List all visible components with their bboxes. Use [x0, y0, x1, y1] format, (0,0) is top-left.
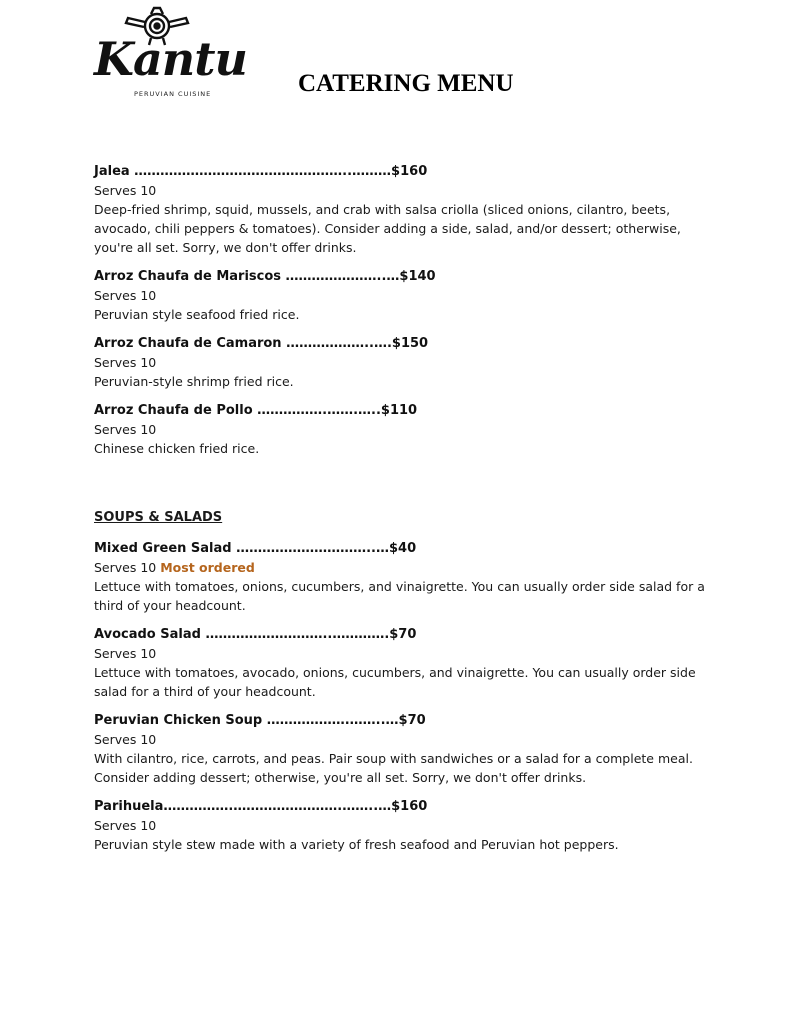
item-name: Arroz Chaufa de Camaron ………………..….$150 — [94, 336, 429, 351]
page-title: CATERING MENU — [298, 70, 514, 97]
menu-item-arroz-chaufa-mariscos — [94, 267, 714, 324]
item-name: Mixed Green Salad …………………………..…$40 — [94, 541, 417, 556]
item-serves: Serves 10 — [94, 288, 157, 303]
item-serves: Serves 10 — [94, 818, 157, 833]
item-description: With cilantro, rice, carrots, and peas. Pair soup with sandwiches or a salad for a complete meal. Consider adding dessert; otherwise, you're all set. Sorry, we don't offer drinks. — [94, 751, 693, 785]
item-description: Peruvian style stew made with a variety of fresh seafood and Peruvian hot peppers. — [94, 837, 619, 852]
kantu-logo — [94, 6, 247, 98]
item-name: Arroz Chaufa de Mariscos …………………..…$140 — [94, 269, 436, 284]
item-description: Deep-fried shrimp, squid, mussels, and crab with salsa criolla (sliced onions, cilantro, beets, avocado, chili peppers & tomatoes). Consider adding a side, salad, and/or dessert; otherwise, you're all set. Sorry, we don't offer drinks. — [94, 202, 681, 255]
item-serves: Serves 10 — [94, 560, 157, 575]
section-heading-soups-salads: SOUPS & SALADS — [94, 510, 223, 525]
item-name: Peruvian Chicken Soup ……………….……..…$70 — [94, 713, 426, 728]
item-name: Arroz Chaufa de Pollo …………….…….…..$110 — [94, 403, 418, 418]
item-description: Lettuce with tomatoes, avocado, onions, cucumbers, and vinaigrette. You can usually order side salad for a third of your headcount. — [94, 665, 696, 699]
menu-item-mixed-green-salad — [94, 539, 714, 615]
menu-item-arroz-chaufa-camaron — [94, 334, 714, 391]
item-name: Avocado Salad ………………………..………….$70 — [94, 627, 417, 642]
item-description: Peruvian style seafood fried rice. — [94, 307, 300, 322]
menu-item-peruvian-chicken-soup — [94, 711, 714, 787]
item-name: Jalea …………………………………………..………$160 — [94, 164, 428, 179]
menu-item-parihuela — [94, 797, 714, 854]
item-serves: Serves 10 — [94, 732, 157, 747]
item-serves: Serves 10 — [94, 422, 157, 437]
menu-content — [94, 162, 714, 864]
menu-item-avocado-salad — [94, 625, 714, 701]
item-description: Lettuce with tomatoes, onions, cucumbers, and vinaigrette. You can usually order side salad for a third of your headcount. — [94, 579, 705, 613]
item-serves: Serves 10 — [94, 646, 157, 661]
item-description: Chinese chicken fried rice. — [94, 441, 260, 456]
item-serves: Serves 10 — [94, 183, 157, 198]
item-serves-row — [94, 558, 714, 577]
menu-item-jalea — [94, 162, 714, 257]
item-serves: Serves 10 — [94, 355, 157, 370]
logo-wordmark: Kantu — [94, 32, 247, 86]
item-name: Parihuela…………….…………………….……..…$160 — [94, 799, 428, 814]
menu-item-arroz-chaufa-pollo — [94, 401, 714, 458]
logo-subtitle: PERUVIAN CUISINE — [134, 90, 212, 98]
item-description: Peruvian-style shrimp fried rice. — [94, 374, 294, 389]
most-ordered-badge: Most ordered — [160, 560, 255, 575]
